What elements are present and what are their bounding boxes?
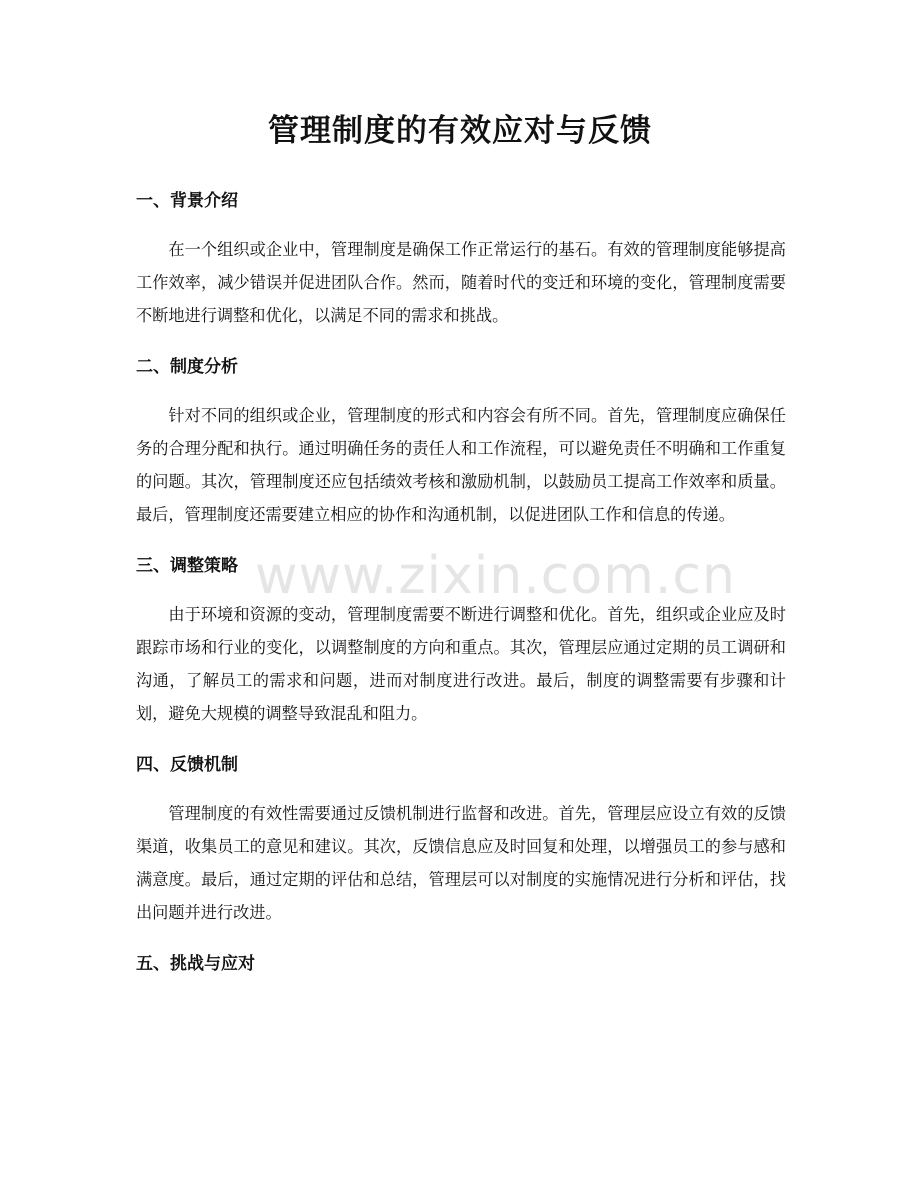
section-feedback bbox=[136, 747, 786, 929]
section-paragraph: 由于环境和资源的变动，管理制度需要不断进行调整和优化。首先，组织或企业应及时跟踪市场和行业的变化，以调整制度的方向和重点。其次，管理层应通过定期的员工调研和沟通，了解员工的需求和问题，进而对制度进行改进。最后，制度的调整需要有步骤和计划，避免大规模的调整导致混乱和阻力。 bbox=[136, 605, 786, 723]
section-heading: 五、挑战与应对 bbox=[136, 954, 255, 974]
section-heading: 三、调整策略 bbox=[136, 556, 238, 576]
document-body bbox=[136, 183, 786, 996]
section-challenges bbox=[136, 946, 786, 982]
section-heading: 二、制度分析 bbox=[136, 357, 238, 377]
section-heading: 一、背景介绍 bbox=[136, 191, 238, 211]
section-strategy bbox=[136, 548, 786, 730]
section-paragraph: 针对不同的组织或企业，管理制度的形式和内容会有所不同。首先，管理制度应确保任务的合理分配和执行。通过明确任务的责任人和工作流程，可以避免责任不明确和工作重复的问题。其次，管理制度还应包括绩效考核和激励机制，以鼓励员工提高工作效率和质量。最后，管理制度还需要建立相应的协作和沟通机制，以促进团队工作和信息的传递。 bbox=[136, 406, 786, 524]
watermark: www.zixin.com.cn bbox=[255, 546, 736, 606]
section-analysis bbox=[136, 349, 786, 531]
section-heading: 四、反馈机制 bbox=[136, 755, 238, 775]
section-paragraph: 在一个组织或企业中，管理制度是确保工作正常运行的基石。有效的管理制度能够提高工作效率，减少错误并促进团队合作。然而，随着时代的变迁和环境的变化，管理制度需要不断地进行调整和优化，以满足不同的需求和挑战。 bbox=[136, 240, 786, 325]
document-title: 管理制度的有效应对与反馈 bbox=[268, 113, 652, 149]
section-paragraph: 管理制度的有效性需要通过反馈机制进行监督和改进。首先，管理层应设立有效的反馈渠道，收集员工的意见和建议。其次，反馈信息应及时回复和处理，以增强员工的参与感和满意度。最后，通过定期的评估和总结，管理层可以对制度的实施情况进行分析和评估，找出问题并进行改进。 bbox=[136, 804, 786, 922]
section-background bbox=[136, 183, 786, 332]
